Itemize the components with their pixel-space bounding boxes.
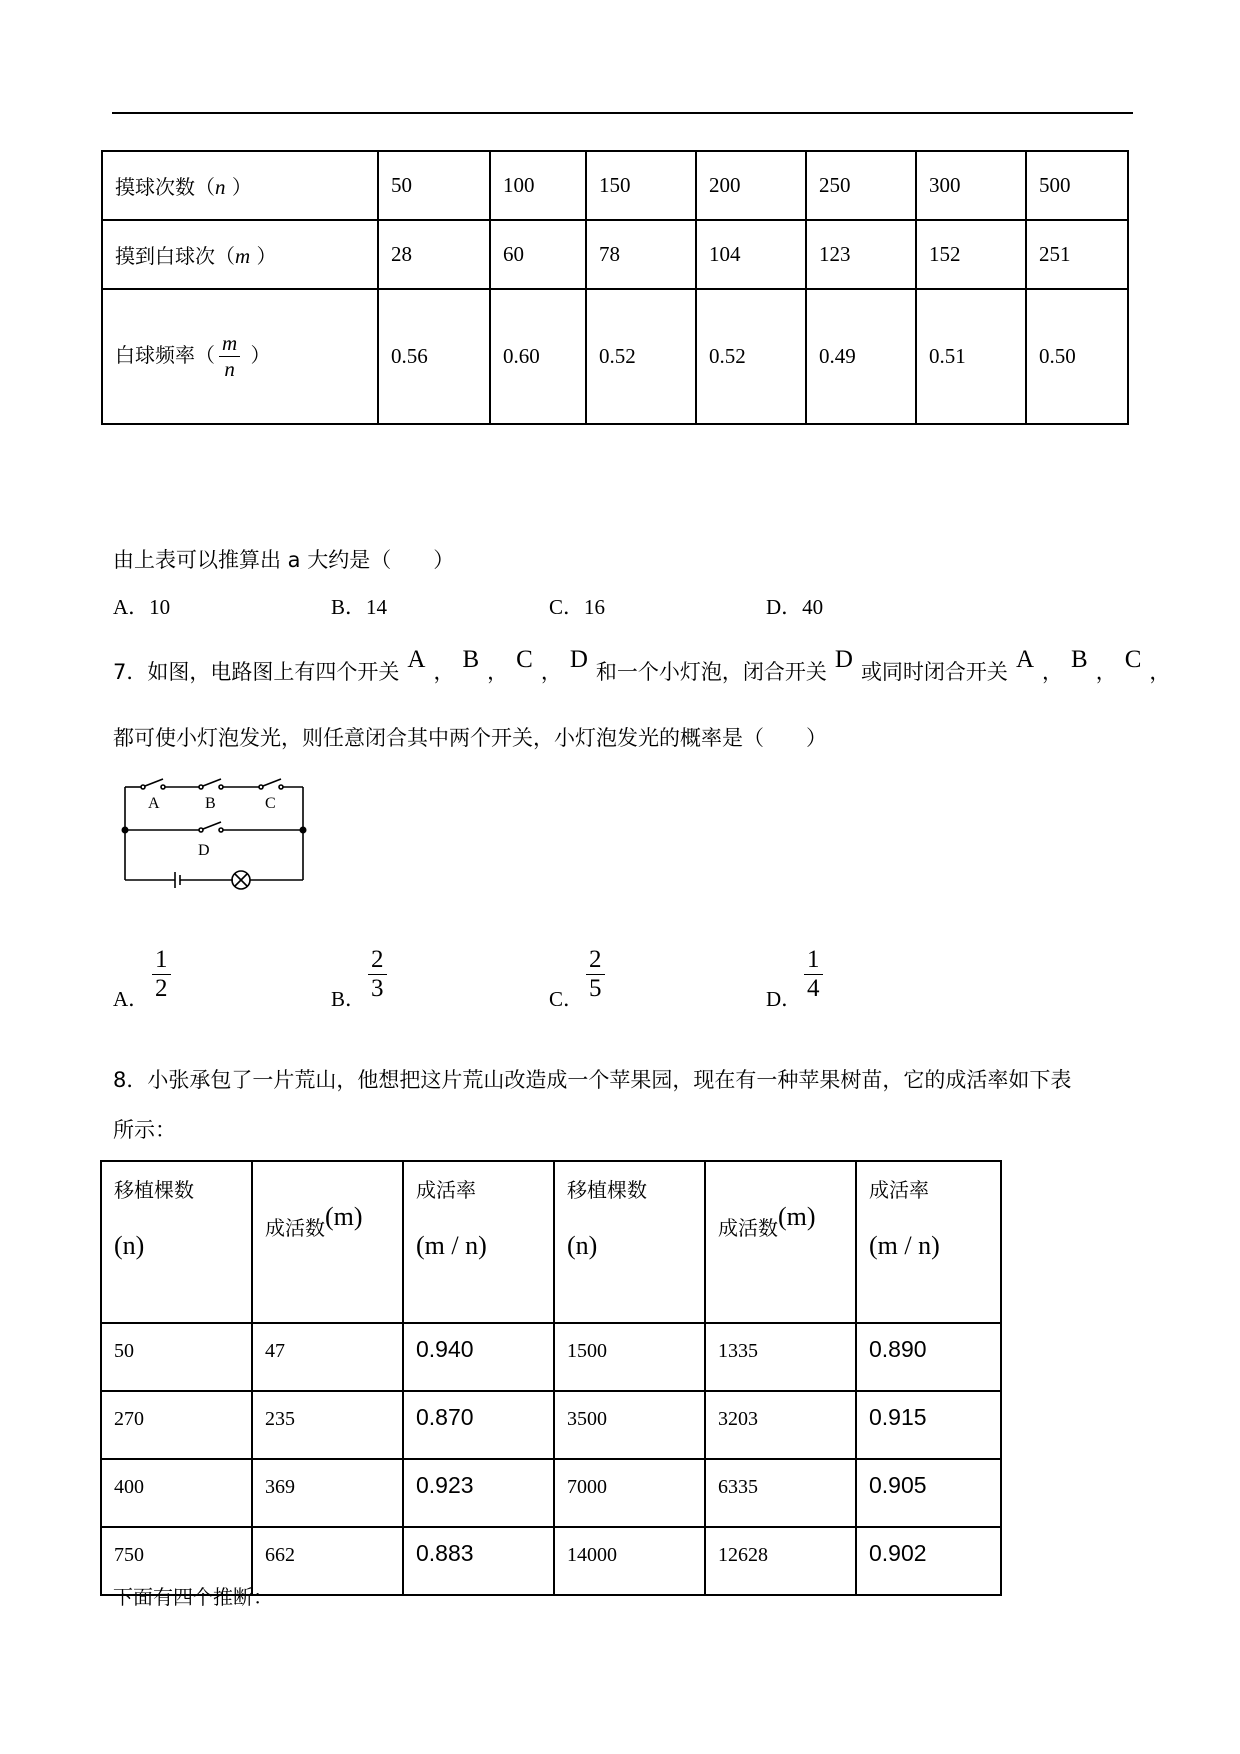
q8-line2: 所示： — [113, 1118, 176, 1142]
table-cell: 250 — [806, 151, 916, 220]
switch-label-b: B — [205, 795, 216, 812]
q6-option-c: C．16 — [549, 595, 606, 619]
q7-option-b-fraction: 2 3 — [368, 946, 387, 1003]
table-cell: 0.905 — [856, 1459, 1001, 1527]
fraction: $\frac{m}{n}$ — [219, 331, 240, 382]
q7-option-a-prefix: A． — [113, 987, 150, 1011]
table-cell: 500 — [1026, 151, 1128, 220]
table-cell: 0.56 — [378, 289, 490, 424]
table-row — [101, 1323, 1001, 1391]
survival-rate-table — [100, 1160, 1002, 1596]
table-row — [102, 289, 1128, 424]
q8-line1: 8．小张承包了一片荒山，他想把这片荒山改造成一个苹果园，现在有一种苹果树苗，它的成活率如下表 — [113, 1068, 1072, 1092]
table-cell: 0.49 — [806, 289, 916, 424]
table-cell: 50 — [378, 151, 490, 220]
table-cell: 0.52 — [586, 289, 696, 424]
q7-option-c-prefix: C． — [549, 987, 585, 1011]
q7-option-b-prefix: B． — [331, 987, 367, 1011]
table-cell: 235 — [252, 1391, 403, 1459]
ball-draw-table — [101, 150, 1129, 425]
table-cell: 3500 — [554, 1391, 705, 1459]
header-rate: 成活率 (m / n) — [403, 1161, 554, 1323]
row-header: 摸球次数（n ） — [102, 151, 378, 220]
table-cell: 0.923 — [403, 1459, 554, 1527]
q6-prompt: 由上表可以推算出 a 大约是（ ） — [113, 548, 455, 572]
row-header: 摸到白球次（m ） — [102, 220, 378, 289]
q7-option-d-fraction: 1 4 — [804, 946, 823, 1003]
circuit-diagram — [115, 772, 315, 900]
header-survive: 成活数(m) — [252, 1161, 403, 1323]
table-cell: 251 — [1026, 220, 1128, 289]
table-cell: 12628 — [705, 1527, 856, 1595]
table-row — [102, 220, 1128, 289]
table-cell: 0.915 — [856, 1391, 1001, 1459]
table-cell: 0.902 — [856, 1527, 1001, 1595]
table-cell: 3203 — [705, 1391, 856, 1459]
header-plant: 移植棵数 (n) — [101, 1161, 252, 1323]
table-cell: 50 — [101, 1323, 252, 1391]
q6-option-b: B．14 — [331, 595, 388, 619]
table-cell: 300 — [916, 151, 1026, 220]
table-cell: 0.60 — [490, 289, 586, 424]
table-cell: 152 — [916, 220, 1026, 289]
q6-option-d: D．40 — [766, 595, 824, 619]
header-survive: 成活数(m) — [705, 1161, 856, 1323]
table-cell: 123 — [806, 220, 916, 289]
table-cell: 200 — [696, 151, 806, 220]
table-cell: 369 — [252, 1459, 403, 1527]
q7-option-d-prefix: D． — [766, 987, 803, 1011]
table-row — [101, 1459, 1001, 1527]
q6-option-a: A．10 — [113, 595, 171, 619]
table-cell: 0.890 — [856, 1323, 1001, 1391]
q8-footer: 下面有四个推断： — [113, 1585, 273, 1609]
table-cell: 6335 — [705, 1459, 856, 1527]
table-row — [101, 1391, 1001, 1459]
table-cell: 47 — [252, 1323, 403, 1391]
table-cell: 400 — [101, 1459, 252, 1527]
table-cell: 28 — [378, 220, 490, 289]
q7-option-c-fraction: 2 5 — [586, 946, 605, 1003]
table-cell: 7000 — [554, 1459, 705, 1527]
table-cell: 1500 — [554, 1323, 705, 1391]
switch-label-c: C — [265, 795, 276, 812]
switch-label-d: D — [198, 842, 210, 859]
row-header: 白球频率（ $\frac{m}{n}$ ） — [102, 289, 378, 424]
table-cell: 1335 — [705, 1323, 856, 1391]
table-cell: 0.51 — [916, 289, 1026, 424]
table-cell: 750 — [101, 1527, 252, 1595]
header-rule — [112, 112, 1133, 114]
q7-line1: 7．如图，电路图上有四个开关 A ， B ， C ， D 和一个小灯泡，闭合开关 D 或同时闭合开关 A ， B ， C ， — [113, 646, 1171, 684]
table-cell: 0.52 — [696, 289, 806, 424]
table-cell: 60 — [490, 220, 586, 289]
q7-option-a-fraction: 1 2 — [152, 946, 171, 1003]
q7-line2: 都可使小灯泡发光，则任意闭合其中两个开关，小灯泡发光的概率是（ ） — [113, 726, 827, 750]
table-cell: 0.940 — [403, 1323, 554, 1391]
switch-label-a: A — [148, 795, 160, 812]
header-plant: 移植棵数 (n) — [554, 1161, 705, 1323]
table-cell: 0.870 — [403, 1391, 554, 1459]
table-cell: 150 — [586, 151, 696, 220]
table-cell: 100 — [490, 151, 586, 220]
header-rate: 成活率 (m / n) — [856, 1161, 1001, 1323]
table-cell: 270 — [101, 1391, 252, 1459]
table-cell: 78 — [586, 220, 696, 289]
table-header-row — [101, 1161, 1001, 1323]
table-row — [102, 151, 1128, 220]
table-cell: 104 — [696, 220, 806, 289]
table-cell: 0.50 — [1026, 289, 1128, 424]
table-cell: 0.883 — [403, 1527, 554, 1595]
table-cell: 662 — [252, 1527, 403, 1595]
table-cell: 14000 — [554, 1527, 705, 1595]
